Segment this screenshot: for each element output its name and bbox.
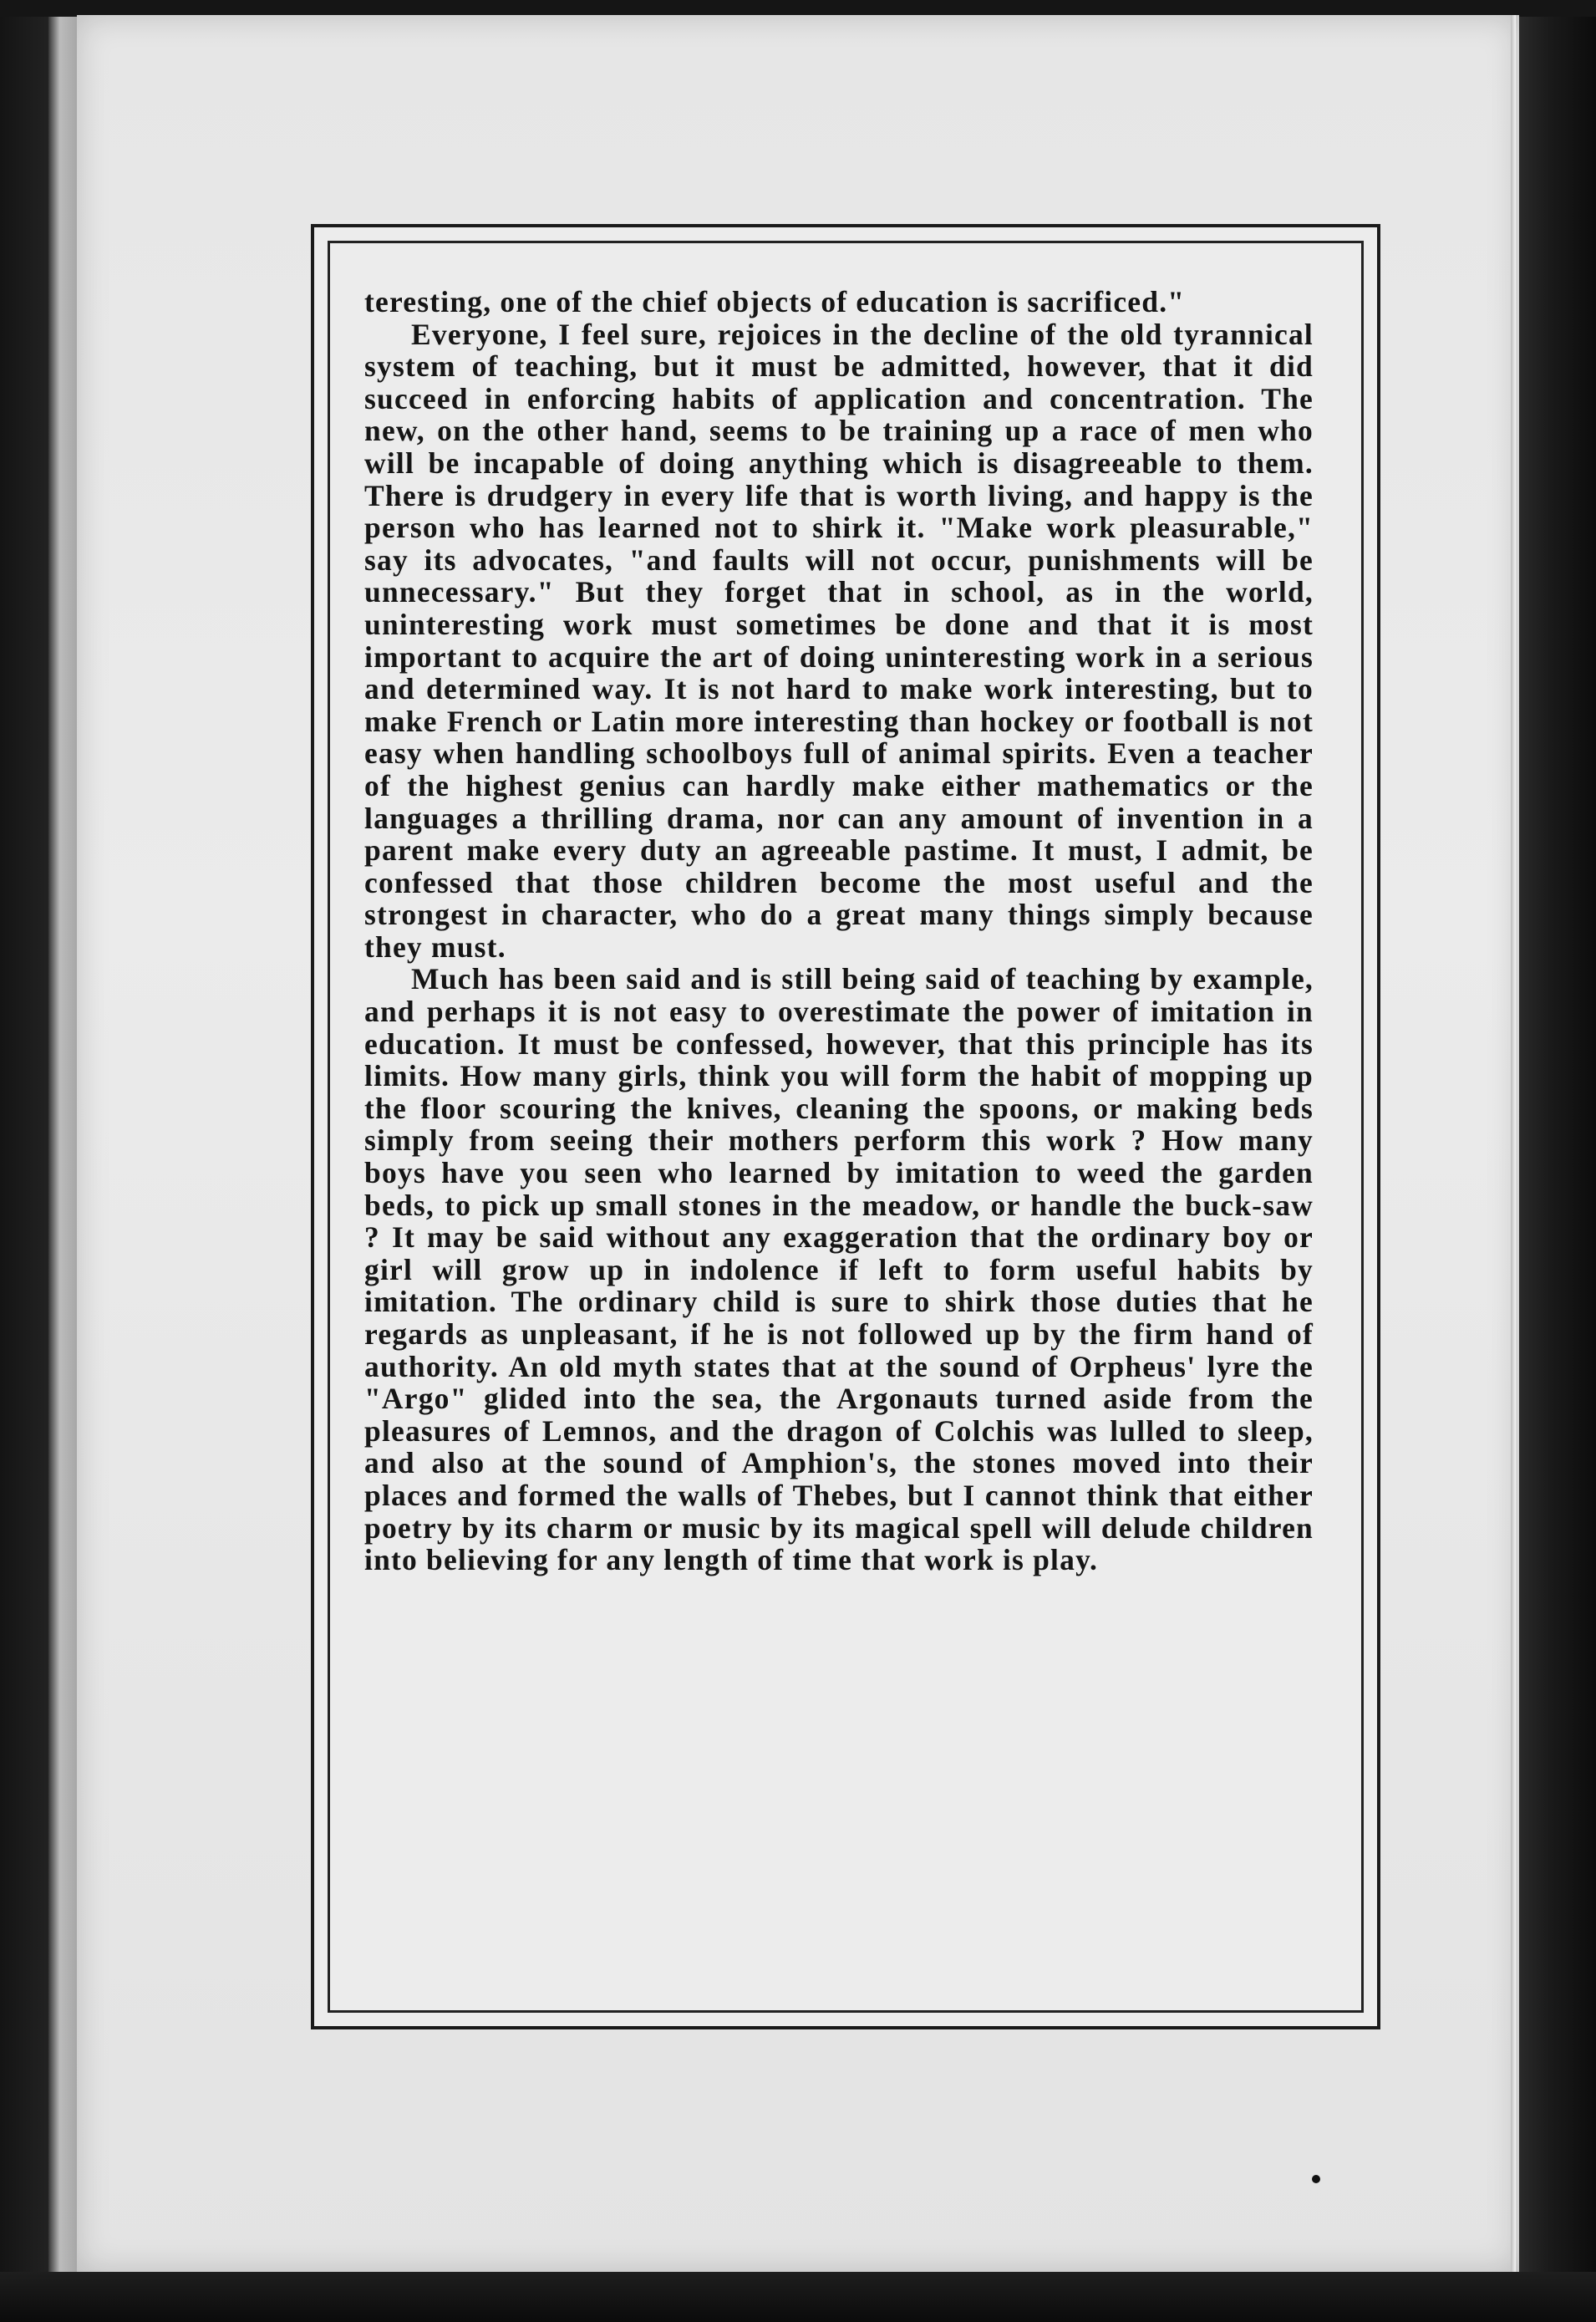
- paragraph-example: Much has been said and is still being said of teaching by example, and perhaps it is not easy to overestimate the power of imitation in education. It must be confessed, however, that this principle has its limits. How many girls, think you will form the habit of mopping up the floor scouring the knives, cleaning the spoons, or making beds simply from seeing their mothers perform this work ? How many boys have you seen who learned by imitation to weed the garden beds, to pick up small stones in the meadow, or handle the buck-saw ? It may be said without any exaggeration that the ordinary boy or girl will grow up in indolence if left to form useful habits by imitation. The ordinary child is sure to shirk those duties that he regards as unpleasant, if he is not followed up by the firm hand of authority. An old myth states that at the sound of Orpheus' lyre the "Argo" glided into the sea, the Argonauts turned aside from the pleasures of Lemnos, and the dragon of Colchis was lulled to sleep, and also at the sound of Amphion's, the stones moved into their places and formed the walls of Thebes, but I cannot think that either poetry by its charm or music by its magical spell will delude children into believing for any length of time that work is play.: [364, 962, 1314, 1577]
- page-fold: [1511, 15, 1516, 2272]
- scan-left-strip: [48, 0, 77, 2322]
- scan-top-edge: [0, 0, 1596, 17]
- scan-bottom-edge: [0, 2272, 1596, 2322]
- page-speck: [1312, 2175, 1320, 2183]
- scanned-page: [77, 15, 1519, 2272]
- article-body: [364, 286, 1314, 1576]
- scan-right-edge: [1519, 0, 1596, 2322]
- text-frame: [311, 224, 1380, 2029]
- paragraph-drudgery: Everyone, I feel sure, rejoices in the decline of the old tyrannical system of teaching, but it must be admitted, however, that it did succeed in enforcing habits of application and concentration. The new, on the other hand, seems to be training up a race of men who will be incapable of doing anything which is disagreeable to them. There is drudgery in every life that is worth living, and happy is the person who has learned not to shirk it. "Make work pleasurable," say its advocates, "and faults will not occur, punishments will be unnecessary." But they forget that in school, as in the world, uninteresting work must sometimes be done and that it is most important to acquire the art of doing uninteresting work in a serious and determined way. It is not hard to make work interesting, but to make French or Latin more interesting than hockey or football is not easy when handling schoolboys full of animal spirits. Even a teacher of the highest genius can hardly make either mathematics or the languages a thrilling drama, nor can any amount of invention in a parent make every duty an agreeable pastime. It must, I admit, be confessed that those children become the most useful and the strongest in character, who do a great many things simply because they must.: [364, 317, 1314, 964]
- paragraph-continuation: teresting, one of the chief objects of education is sacrificed.": [364, 285, 1186, 318]
